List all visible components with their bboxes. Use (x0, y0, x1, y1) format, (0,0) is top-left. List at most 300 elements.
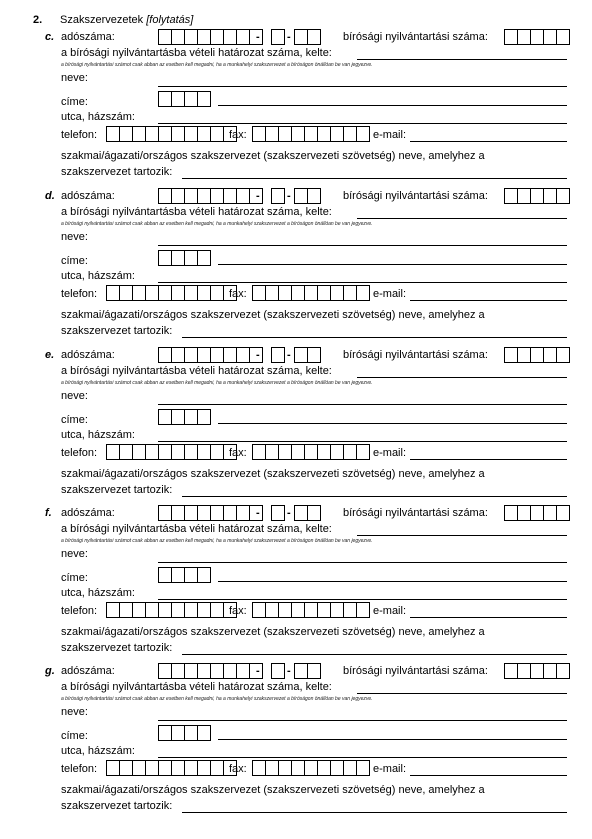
digit-box[interactable] (265, 285, 278, 301)
birosagi-note: a bírósági nyilvántartási számot csak abban az esetben kell megadni, ha a munkahelyi szakszervezet a bíróságon önállóan be van jegyezve. (61, 221, 373, 227)
entry-letter: f. (45, 507, 52, 519)
neve-field[interactable] (158, 404, 567, 405)
telefon-field[interactable] (106, 760, 237, 776)
email-label: e-mail: (373, 763, 407, 775)
digit-box[interactable] (171, 126, 184, 142)
digit-box[interactable] (145, 444, 158, 460)
digit-box[interactable] (158, 347, 171, 363)
hatarozat-field[interactable] (357, 218, 567, 219)
digit-box[interactable] (158, 285, 171, 301)
utca-field[interactable] (158, 599, 567, 600)
digit-box[interactable] (271, 347, 285, 363)
digit-box[interactable] (184, 760, 197, 776)
digit-box[interactable] (504, 663, 517, 679)
digit-box[interactable] (210, 505, 223, 521)
digit-box[interactable] (158, 126, 171, 142)
digit-box[interactable] (291, 444, 304, 460)
digit-box[interactable] (158, 567, 171, 583)
fax-field[interactable] (252, 602, 370, 618)
digit-box[interactable] (184, 188, 197, 204)
section-title-suffix: [folytatás] (146, 14, 194, 26)
digit-box[interactable] (236, 29, 249, 45)
digit-box[interactable] (294, 29, 307, 45)
email-label: e-mail: (373, 129, 407, 141)
digit-box[interactable] (171, 188, 184, 204)
digit-box[interactable] (158, 444, 171, 460)
digit-box[interactable] (265, 444, 278, 460)
adoszam-label: adószáma: (61, 190, 115, 202)
szakmai-label-line1: szakmai/ágazati/országos szakszervezet (szakszervezeti szövetség) neve, amelyhez a (61, 784, 485, 796)
telefon-label: telefon: (61, 605, 98, 617)
digit-box[interactable] (106, 444, 119, 460)
digit-box[interactable] (556, 663, 570, 679)
cime-field[interactable] (218, 739, 567, 740)
digit-box[interactable] (158, 409, 171, 425)
digit-box[interactable] (517, 188, 530, 204)
digit-box[interactable] (356, 285, 370, 301)
digit-box[interactable] (356, 602, 370, 618)
digit-box[interactable] (304, 285, 317, 301)
digit-box[interactable] (171, 567, 184, 583)
telefon-field[interactable] (106, 602, 237, 618)
digit-box[interactable] (171, 663, 184, 679)
adoszam-dash-1: - (256, 665, 260, 677)
digit-box[interactable] (294, 347, 307, 363)
digit-box[interactable] (197, 663, 210, 679)
digit-box[interactable] (145, 285, 158, 301)
utca-field[interactable] (158, 757, 567, 758)
digit-box[interactable] (132, 602, 145, 618)
digit-box[interactable] (197, 602, 210, 618)
digit-box[interactable] (278, 760, 291, 776)
adoszam-label: adószáma: (61, 31, 115, 43)
digit-box[interactable] (210, 126, 223, 142)
hatarozat-field[interactable] (357, 535, 567, 536)
digit-box[interactable] (119, 126, 132, 142)
digit-box[interactable] (197, 505, 210, 521)
szakmai-label-line2: szakszervezet tartozik: (61, 484, 173, 496)
digit-box[interactable] (171, 505, 184, 521)
digit-box[interactable] (184, 29, 197, 45)
digit-box[interactable] (106, 285, 119, 301)
digit-box[interactable] (530, 505, 543, 521)
digit-box[interactable] (271, 663, 285, 679)
adoszam-field-part3[interactable] (294, 188, 321, 204)
digit-box[interactable] (171, 29, 184, 45)
digit-box[interactable] (236, 505, 249, 521)
digit-box[interactable] (304, 760, 317, 776)
digit-box[interactable] (184, 444, 197, 460)
neve-label: neve: (61, 72, 88, 84)
fax-field[interactable] (252, 444, 370, 460)
digit-box[interactable] (304, 602, 317, 618)
digit-box[interactable] (356, 126, 370, 142)
digit-box[interactable] (197, 760, 210, 776)
digit-box[interactable] (252, 602, 265, 618)
adoszam-field-part3[interactable] (294, 347, 321, 363)
digit-box[interactable] (556, 188, 570, 204)
iranyitoszam-field[interactable] (158, 725, 211, 741)
digit-box[interactable] (543, 347, 556, 363)
birosagi-label: bírósági nyilvántartási száma: (343, 349, 488, 361)
szakmai-label-line2: szakszervezet tartozik: (61, 642, 173, 654)
birosagi-field[interactable] (504, 663, 570, 679)
digit-box[interactable] (291, 602, 304, 618)
digit-box[interactable] (330, 760, 343, 776)
digit-box[interactable] (252, 444, 265, 460)
adoszam-dash-2: - (287, 31, 291, 43)
union-entry (0, 159, 592, 337)
digit-box[interactable] (343, 285, 356, 301)
digit-box[interactable] (171, 250, 184, 266)
digit-box[interactable] (197, 347, 210, 363)
digit-box[interactable] (556, 347, 570, 363)
digit-box[interactable] (184, 567, 197, 583)
digit-box[interactable] (132, 126, 145, 142)
digit-box[interactable] (197, 91, 211, 107)
adoszam-field-part1[interactable] (158, 347, 263, 363)
adoszam-dash-1: - (256, 31, 260, 43)
szakmai-label-line1: szakmai/ágazati/országos szakszervezet (szakszervezeti szövetség) neve, amelyhez a (61, 468, 485, 480)
adoszam-dash-2: - (287, 665, 291, 677)
digit-box[interactable] (504, 505, 517, 521)
digit-box[interactable] (158, 663, 171, 679)
digit-box[interactable] (530, 188, 543, 204)
fax-label: fax: (229, 288, 247, 300)
adoszam-dash-2: - (287, 507, 291, 519)
digit-box[interactable] (158, 725, 171, 741)
digit-box[interactable] (294, 505, 307, 521)
hatarozat-label: a bírósági nyilvántartásba vételi határozat száma, kelte: (61, 365, 332, 377)
digit-box[interactable] (343, 126, 356, 142)
digit-box[interactable] (132, 760, 145, 776)
digit-box[interactable] (158, 91, 171, 107)
digit-box[interactable] (106, 760, 119, 776)
digit-box[interactable] (223, 663, 236, 679)
cime-label: címe: (61, 96, 88, 108)
email-field[interactable] (410, 141, 567, 142)
birosagi-field[interactable] (504, 505, 570, 521)
digit-box[interactable] (271, 188, 285, 204)
szakmai-label-line2: szakszervezet tartozik: (61, 800, 173, 812)
digit-box[interactable] (158, 188, 171, 204)
union-entry (0, 634, 592, 812)
adoszam-field-part2[interactable] (271, 505, 285, 521)
digit-box[interactable] (171, 760, 184, 776)
digit-box[interactable] (291, 760, 304, 776)
digit-box[interactable] (184, 126, 197, 142)
adoszam-label: adószáma: (61, 665, 115, 677)
digit-box[interactable] (271, 505, 285, 521)
digit-box[interactable] (132, 444, 145, 460)
digit-box[interactable] (158, 760, 171, 776)
digit-box[interactable] (517, 663, 530, 679)
digit-box[interactable] (556, 505, 570, 521)
adoszam-field-part2[interactable] (271, 29, 285, 45)
digit-box[interactable] (119, 285, 132, 301)
digit-box[interactable] (343, 760, 356, 776)
birosagi-label: bírósági nyilvántartási száma: (343, 665, 488, 677)
digit-box[interactable] (197, 250, 211, 266)
digit-box[interactable] (330, 444, 343, 460)
digit-box[interactable] (197, 126, 210, 142)
digit-box[interactable] (210, 760, 223, 776)
digit-box[interactable] (307, 663, 321, 679)
digit-box[interactable] (184, 409, 197, 425)
utca-label: utca, házszám: (61, 270, 135, 282)
digit-box[interactable] (184, 285, 197, 301)
hatarozat-field[interactable] (357, 693, 567, 694)
fax-label: fax: (229, 605, 247, 617)
digit-box[interactable] (210, 29, 223, 45)
telefon-field[interactable] (106, 444, 237, 460)
digit-box[interactable] (330, 602, 343, 618)
cime-field[interactable] (218, 264, 567, 265)
digit-box[interactable] (184, 602, 197, 618)
telefon-label: telefon: (61, 129, 98, 141)
digit-box[interactable] (543, 505, 556, 521)
digit-box[interactable] (171, 444, 184, 460)
birosagi-label: bírósági nyilvántartási száma: (343, 190, 488, 202)
digit-box[interactable] (517, 29, 530, 45)
digit-box[interactable] (517, 505, 530, 521)
digit-box[interactable] (278, 602, 291, 618)
adoszam-field-part3[interactable] (294, 505, 321, 521)
entry-letter: e. (45, 349, 55, 361)
digit-box[interactable] (330, 285, 343, 301)
digit-box[interactable] (223, 29, 236, 45)
digit-box[interactable] (278, 444, 291, 460)
hatarozat-field[interactable] (357, 59, 567, 60)
digit-box[interactable] (252, 126, 265, 142)
email-label: e-mail: (373, 605, 407, 617)
digit-box[interactable] (210, 188, 223, 204)
digit-box[interactable] (343, 602, 356, 618)
digit-box[interactable] (543, 663, 556, 679)
digit-box[interactable] (184, 91, 197, 107)
digit-box[interactable] (158, 505, 171, 521)
neve-label: neve: (61, 548, 88, 560)
digit-box[interactable] (530, 29, 543, 45)
digit-box[interactable] (197, 409, 211, 425)
hatarozat-label: a bírósági nyilvántartásba vételi határozat száma, kelte: (61, 681, 332, 693)
birosagi-field[interactable] (504, 188, 570, 204)
neve-label: neve: (61, 390, 88, 402)
digit-box[interactable] (307, 347, 321, 363)
utca-label: utca, házszám: (61, 429, 135, 441)
iranyitoszam-field[interactable] (158, 567, 211, 583)
email-field[interactable] (410, 617, 567, 618)
digit-box[interactable] (294, 663, 307, 679)
email-field[interactable] (410, 459, 567, 460)
digit-box[interactable] (236, 347, 249, 363)
digit-box[interactable] (197, 567, 211, 583)
neve-field[interactable] (158, 562, 567, 563)
digit-box[interactable] (184, 250, 197, 266)
digit-box[interactable] (317, 444, 330, 460)
utca-field[interactable] (158, 123, 567, 124)
adoszam-dash-1: - (256, 190, 260, 202)
digit-box[interactable] (317, 760, 330, 776)
digit-box[interactable] (197, 29, 210, 45)
digit-box[interactable] (307, 505, 321, 521)
digit-box[interactable] (223, 347, 236, 363)
digit-box[interactable] (543, 29, 556, 45)
digit-box[interactable] (304, 444, 317, 460)
digit-box[interactable] (265, 126, 278, 142)
digit-box[interactable] (171, 347, 184, 363)
digit-box[interactable] (517, 347, 530, 363)
digit-box[interactable] (504, 188, 517, 204)
digit-box[interactable] (158, 602, 171, 618)
email-label: e-mail: (373, 288, 407, 300)
iranyitoszam-field[interactable] (158, 409, 211, 425)
digit-box[interactable] (330, 126, 343, 142)
cime-field[interactable] (218, 423, 567, 424)
digit-box[interactable] (145, 126, 158, 142)
szakmai-label-line1: szakmai/ágazati/országos szakszervezet (szakszervezeti szövetség) neve, amelyhez a (61, 626, 485, 638)
adoszam-dash-2: - (287, 349, 291, 361)
utca-label: utca, házszám: (61, 587, 135, 599)
digit-box[interactable] (171, 409, 184, 425)
digit-box[interactable] (171, 725, 184, 741)
digit-box[interactable] (236, 663, 249, 679)
adoszam-field-part2[interactable] (271, 663, 285, 679)
adoszam-field-part2[interactable] (271, 188, 285, 204)
digit-box[interactable] (223, 505, 236, 521)
digit-box[interactable] (145, 760, 158, 776)
adoszam-label: adószáma: (61, 507, 115, 519)
digit-box[interactable] (210, 444, 223, 460)
fax-field[interactable] (252, 285, 370, 301)
adoszam-field-part1[interactable] (158, 505, 263, 521)
digit-box[interactable] (278, 126, 291, 142)
digit-box[interactable] (119, 602, 132, 618)
digit-box[interactable] (184, 725, 197, 741)
digit-box[interactable] (356, 444, 370, 460)
digit-box[interactable] (236, 188, 249, 204)
cime-field[interactable] (218, 105, 567, 106)
digit-box[interactable] (210, 347, 223, 363)
birosagi-field[interactable] (504, 347, 570, 363)
digit-box[interactable] (356, 760, 370, 776)
digit-box[interactable] (530, 663, 543, 679)
digit-box[interactable] (252, 285, 265, 301)
adoszam-field-part1[interactable] (158, 29, 263, 45)
szakmai-label-line1: szakmai/ágazati/országos szakszervezet (szakszervezeti szövetség) neve, amelyhez a (61, 150, 485, 162)
utca-field[interactable] (158, 282, 567, 283)
adoszam-field-part1[interactable] (158, 663, 263, 679)
hatarozat-field[interactable] (357, 377, 567, 378)
telefon-field[interactable] (106, 285, 237, 301)
digit-box[interactable] (307, 188, 321, 204)
digit-box[interactable] (278, 285, 291, 301)
utca-field[interactable] (158, 441, 567, 442)
digit-box[interactable] (271, 29, 285, 45)
digit-box[interactable] (184, 347, 197, 363)
adoszam-label: adószáma: (61, 349, 115, 361)
adoszam-field-part3[interactable] (294, 29, 321, 45)
digit-box[interactable] (210, 602, 223, 618)
digit-box[interactable] (556, 29, 570, 45)
digit-box[interactable] (294, 188, 307, 204)
digit-box[interactable] (132, 285, 145, 301)
adoszam-field-part2[interactable] (271, 347, 285, 363)
digit-box[interactable] (171, 285, 184, 301)
digit-box[interactable] (106, 126, 119, 142)
digit-box[interactable] (252, 760, 265, 776)
digit-box[interactable] (304, 126, 317, 142)
adoszam-field-part1[interactable] (158, 188, 263, 204)
hatarozat-label: a bírósági nyilvántartásba vételi határozat száma, kelte: (61, 523, 332, 535)
iranyitoszam-field[interactable] (158, 250, 211, 266)
digit-box[interactable] (317, 126, 330, 142)
cime-field[interactable] (218, 581, 567, 582)
digit-box[interactable] (307, 29, 321, 45)
digit-box[interactable] (210, 285, 223, 301)
digit-box[interactable] (106, 602, 119, 618)
digit-box[interactable] (119, 760, 132, 776)
fax-field[interactable] (252, 760, 370, 776)
digit-box[interactable] (145, 602, 158, 618)
email-field[interactable] (410, 300, 567, 301)
digit-box[interactable] (158, 250, 171, 266)
digit-box[interactable] (265, 602, 278, 618)
digit-box[interactable] (197, 725, 211, 741)
section-number: 2. (33, 14, 43, 26)
digit-box[interactable] (223, 188, 236, 204)
birosagi-note: a bírósági nyilvántartási számot csak abban az esetben kell megadni, ha a munkahelyi szakszervezet a bíróságon önállóan be van jegyezve. (61, 380, 373, 386)
digit-box[interactable] (197, 188, 210, 204)
birosagi-field[interactable] (504, 29, 570, 45)
digit-box[interactable] (504, 29, 517, 45)
union-entry (0, 318, 592, 496)
digit-box[interactable] (291, 126, 304, 142)
digit-box[interactable] (197, 285, 210, 301)
digit-box[interactable] (171, 602, 184, 618)
fax-field[interactable] (252, 126, 370, 142)
digit-box[interactable] (197, 444, 210, 460)
adoszam-dash-1: - (256, 507, 260, 519)
email-field[interactable] (410, 775, 567, 776)
neve-field[interactable] (158, 720, 567, 721)
digit-box[interactable] (184, 505, 197, 521)
digit-box[interactable] (171, 91, 184, 107)
digit-box[interactable] (291, 285, 304, 301)
digit-box[interactable] (317, 285, 330, 301)
digit-box[interactable] (119, 444, 132, 460)
digit-box[interactable] (343, 444, 356, 460)
digit-box[interactable] (265, 760, 278, 776)
iranyitoszam-field[interactable] (158, 91, 211, 107)
digit-box[interactable] (543, 188, 556, 204)
digit-box[interactable] (210, 663, 223, 679)
telefon-label: telefon: (61, 288, 98, 300)
telefon-field[interactable] (106, 126, 237, 142)
birosagi-label: bírósági nyilvántartási száma: (343, 31, 488, 43)
adoszam-field-part3[interactable] (294, 663, 321, 679)
digit-box[interactable] (184, 663, 197, 679)
neve-field[interactable] (158, 245, 567, 246)
cime-label: címe: (61, 730, 88, 742)
szakmai-label-line1: szakmai/ágazati/országos szakszervezet (szakszervezeti szövetség) neve, amelyhez a (61, 309, 485, 321)
digit-box[interactable] (317, 602, 330, 618)
digit-box[interactable] (158, 29, 171, 45)
digit-box[interactable] (504, 347, 517, 363)
neve-field[interactable] (158, 86, 567, 87)
szakmai-field[interactable] (182, 812, 567, 813)
digit-box[interactable] (530, 347, 543, 363)
